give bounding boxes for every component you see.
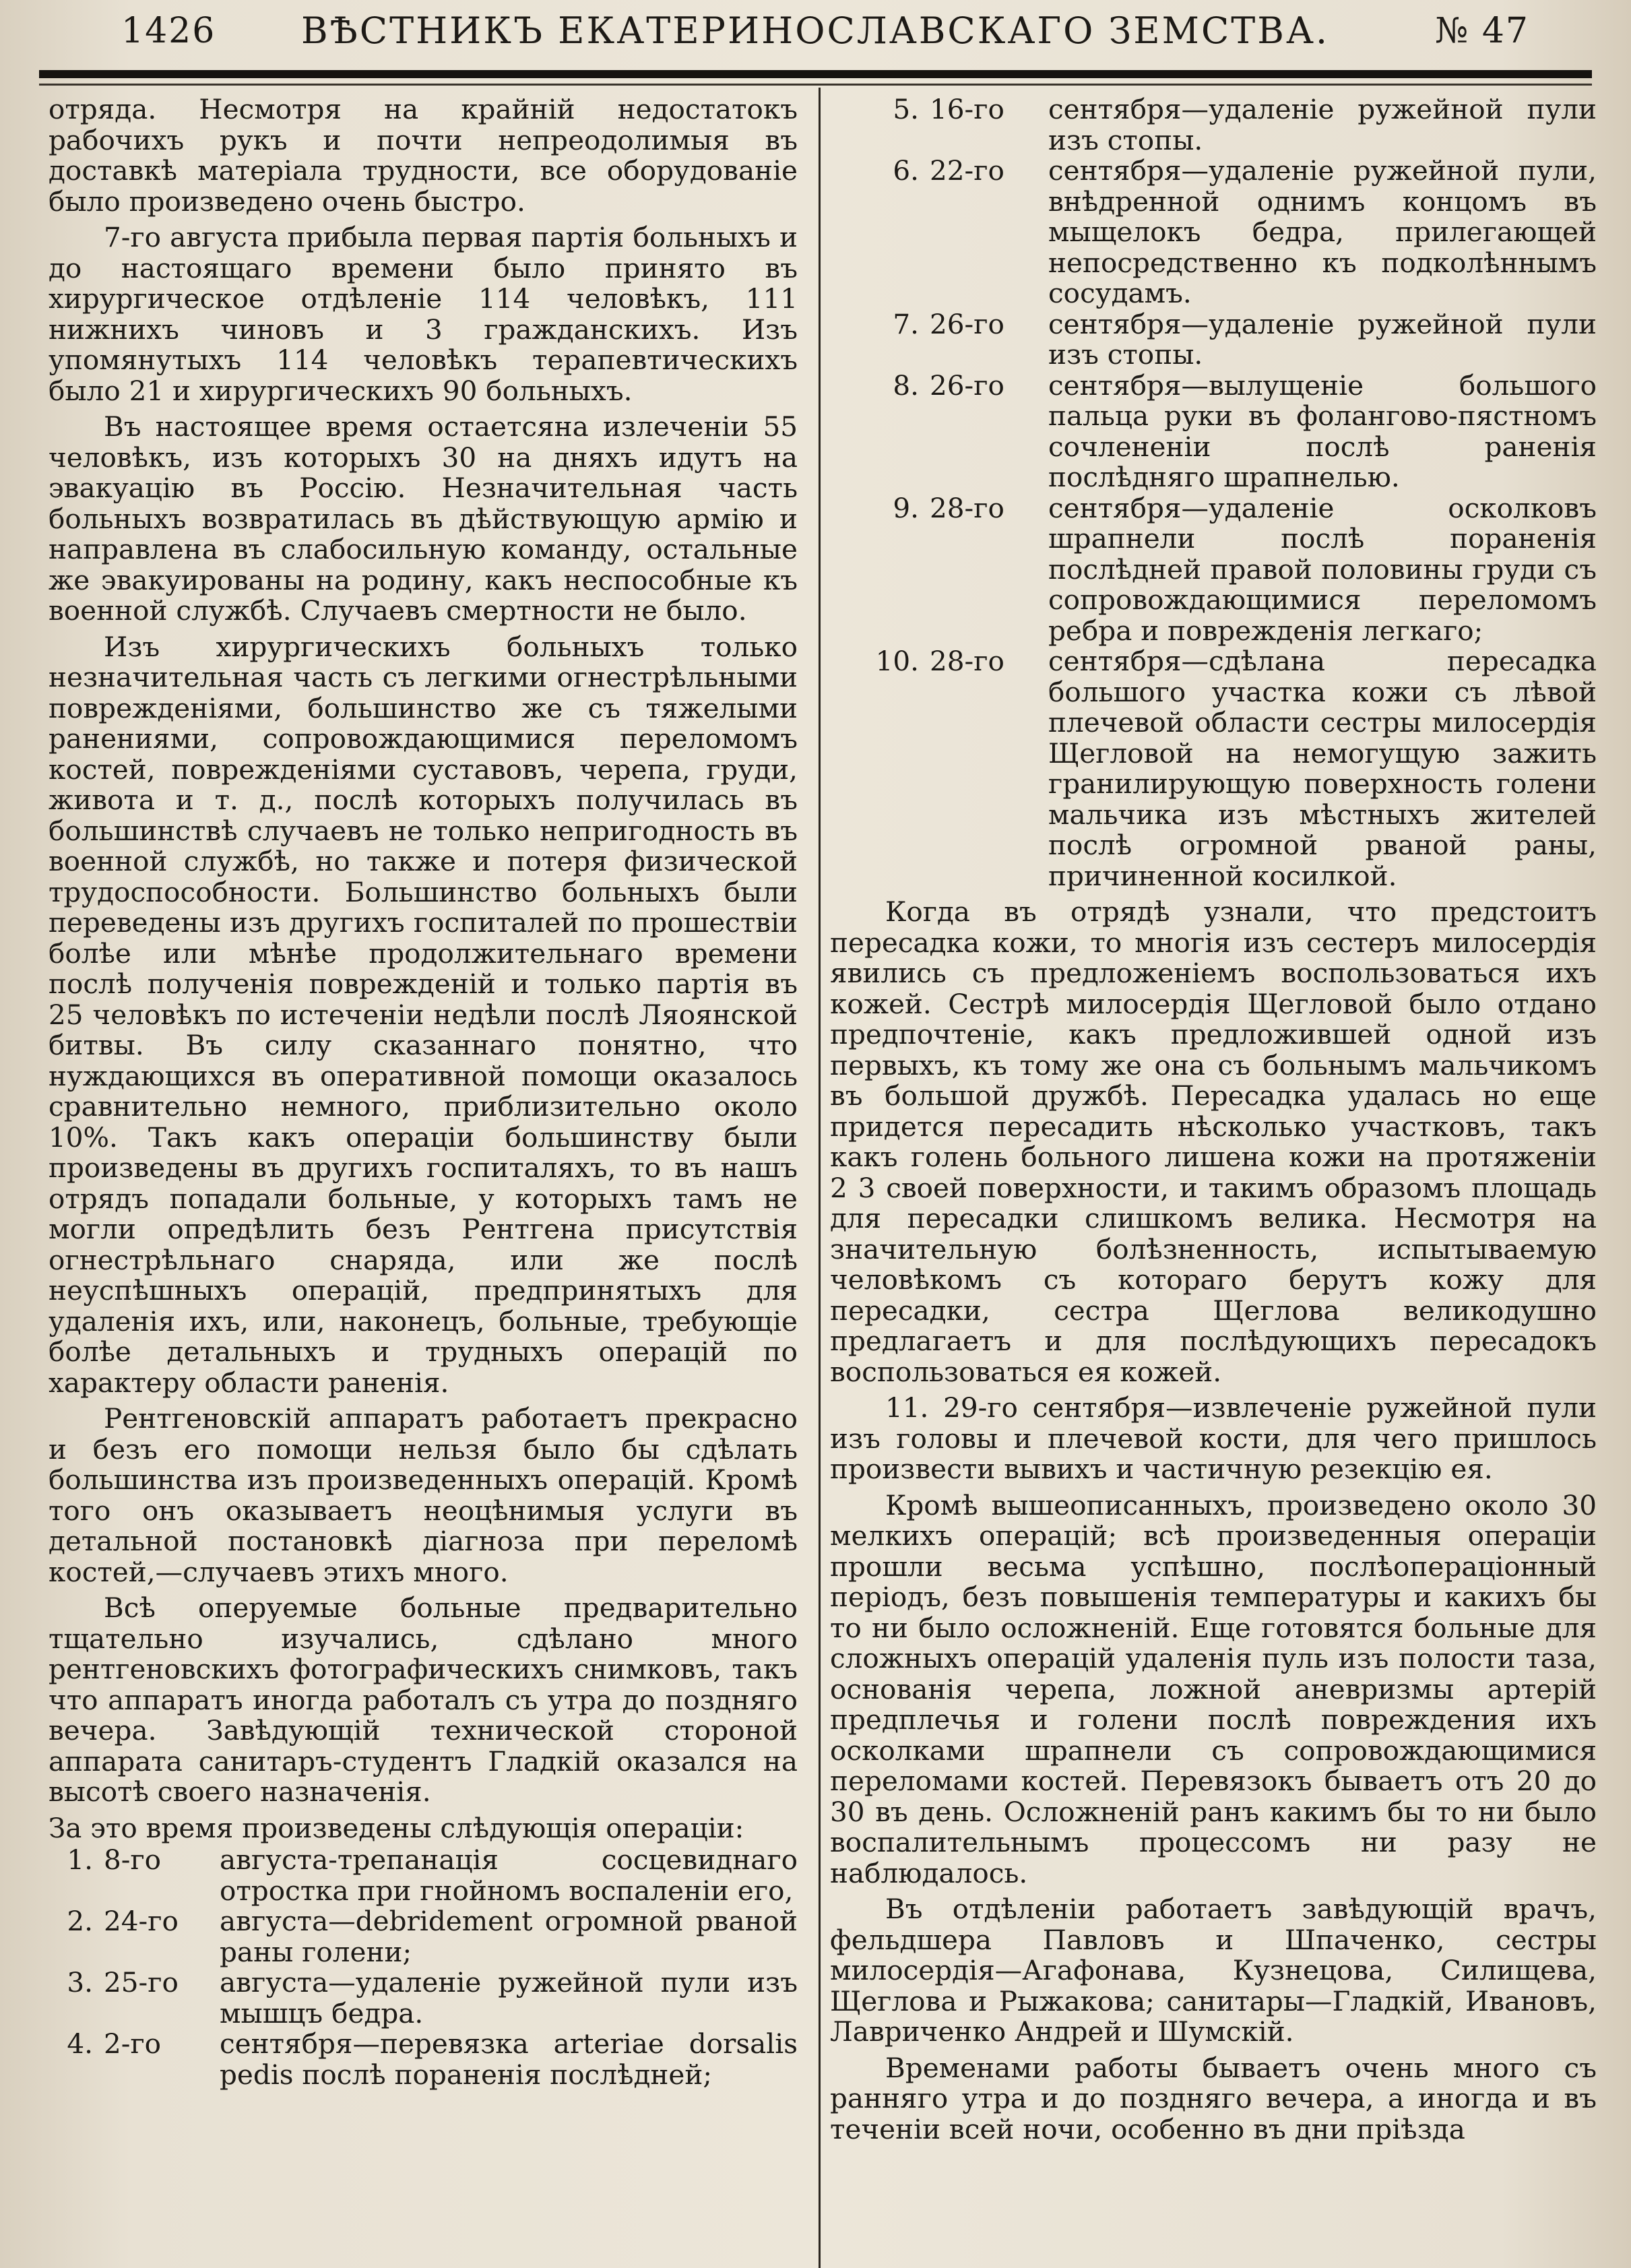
paragraph: Когда въ отрядѣ узнали, что предстоитъ пересадка кожи, то многiя изъ сестеръ милосердiя явились съ предложенiемъ воспользоваться ихъ кожей. Сестрѣ милосердiя Щегловой было отдано предпочтенiе, какъ предложившей одной изъ первыхъ, къ тому же она съ больнымъ мальчикомъ въ большой дружбѣ. Пересадка удалась но еще придется пересадить нѣсколько участковъ, такъ какъ голень больного лишена кожи на протяженiи 2 3 своей поверхности, и такимъ образомъ площадь для пересадки слишкомъ велика. Несмотря на значительную болѣзненность, испытываемую человѣкомъ съ котораго берутъ кожу для пересадки, сестра Щеглова великодушно предлагаетъ и для послѣдующихъ пересадокъ воспользоваться ея кожей.: [830, 895, 1597, 1388]
paragraph: Изъ хирургическихъ больныхъ только незначительная часть съ легкими огнестрѣльными поврежденiями, большинство же съ тяжелыми ранениями, сопровождающимися переломомъ костей, поврежденiями суставовъ, черепа, груди, живота и т. д., послѣ которыхъ получилась въ большинствѣ случаевъ не только непригодность въ военной службѣ, но также и потеря физической трудоспособности. Большинство больныхъ были переведены изъ другихъ госпиталей по прошествiи болѣе или мѣнѣе продолжительнаго времени послѣ полученiя поврежденiй и только партiя въ 25 человѣкъ по истеченiи недѣли послѣ Ляоянской битвы. Въ силу сказаннаго понятно, что нуждающихся въ оперативной помощи оказалось сравнительно немного, приблизительно около 10%. Такъ какъ операцiи большинству были произведены въ другихъ госпиталяхъ, то въ нашъ отрядъ попадали больные, у которыхъ тамъ не могли опредѣлить безъ Рентгена присутствiя огнестрѣльнаго снаряда, или же послѣ неуспѣшныхъ операцiй, предпринятыхъ для удаленiя ихъ, или, наконецъ, больные, требующiе болѣе детальныхъ и трудныхъ операцiй по характеру области раненiя.: [49, 630, 798, 1399]
operation-number: 6.: [893, 154, 919, 187]
operation-number: 10.: [875, 645, 919, 677]
operations-intro: За это время произведены слѣдующiя операцiи:: [49, 1811, 744, 1844]
operation-number: 2.: [67, 1905, 93, 1937]
operation-item: [49, 1845, 798, 1906]
operation-number: 9.: [893, 491, 919, 524]
operation-item: [830, 309, 1597, 371]
operation-text: августа—debridement огромной рваной раны голени;: [220, 1905, 798, 1968]
operation-text: августа—удаленiе ружейной пули изъ мышцъ бедра.: [220, 1966, 798, 2029]
paragraph: Всѣ оперуемые больные предварительно тщательно изучались, сдѣлано много рентгеновскихъ фотографическихъ снимковъ, такъ что аппаратъ иногда работалъ съ утра до поздняго вечера. Завѣдующiй технической стороной аппарата санитаръ-студентъ Гладкiй оказался на высотѣ своего назначенiя.: [49, 1592, 798, 1808]
operation-text: сентября—удаленiе ружейной пули изъ стопы.: [1048, 307, 1597, 371]
operation-text: сентября—удаленiе ружейной пули изъ стопы.: [1048, 94, 1597, 156]
operation-number: 5.: [893, 94, 919, 125]
operation-date: 26-го: [930, 369, 1004, 402]
paragraph: отряда. Несмотря на крайнiй недостатокъ рабочихъ рукъ и почти непреодолимыя въ доставкѣ матерiала трудности, все оборудованiе было произведено очень быстро.: [49, 94, 798, 218]
operation-item: [830, 371, 1597, 493]
operation-date: 28-го: [930, 491, 1004, 524]
header-rule-thin: [39, 84, 1592, 86]
header-rule-thick: [39, 70, 1592, 78]
page-number: 1426: [121, 11, 216, 51]
operation-text: сентября—вылущенiе большого пальца руки въ фолангово-пястномъ сочлененiи послѣ раненiя послѣдняго шрапнелью.: [1048, 369, 1597, 493]
operation-date: 22-го: [930, 154, 1004, 187]
operation-date: 2-го: [104, 2027, 162, 2060]
operation-item: [830, 646, 1597, 891]
operation-number: 4.: [67, 2027, 93, 2060]
operation-number: 7.: [893, 307, 919, 340]
journal-title: ВѢСТНИКЪ ЕКАТЕРИНОСЛАВСКАГО ЗЕМСТВА.: [300, 9, 1330, 52]
operation-item: [830, 493, 1597, 647]
paragraph: Въ настоящее время остаетсяна излеченiи 55 человѣкъ, изъ которыхъ 30 на дняхъ идутъ на эвакуацiю въ Россiю. Незначительная часть больныхъ возвратилась въ дѣйствующую армiю и направлена въ слабосильную команду, остальные же эвакуированы на родину, какъ неспособные къ военной службѣ. Случаевъ смертности не было.: [49, 410, 798, 627]
operation-item: [49, 1967, 798, 2029]
paragraph: Въ отдѣленiи работаетъ завѣдующiй врачъ, фельдшера Павловъ и Шпаченко, сестры милосердiя—Агафонава, Кузнецова, Силищева, Щеглова и Рыжакова; санитары—Гладкiй, Ивановъ, Лавриченко Андрей и Шумскiй.: [830, 1893, 1597, 2048]
operation-number: 3.: [67, 1966, 93, 1998]
issue-number: № 47: [1435, 11, 1529, 51]
paragraph: 7-го августа прибыла первая партiя больныхъ и до настоящаго времени было принято въ хирургическое отдѣленiе 114 человѣкъ, 111 нижнихъ чиновъ и 3 гражданскихъ. Изъ упомянутыхъ 114 человѣкъ терапевтическихъ было 21 и хирургическихъ 90 больныхъ.: [49, 221, 798, 407]
operation-item: [830, 94, 1597, 156]
operation-date: 24-го: [104, 1905, 179, 1937]
operation-date: 25-го: [104, 1966, 179, 1998]
column-divider: [819, 88, 821, 2268]
operation-date: 26-го: [930, 307, 1004, 340]
operation-text: сентября—сдѣлана пересадка большого участка кожи съ лѣвой плечевой области сестры милосердiя Щегловой на немогущую зажить гранилирующую поверхность голени мальчика изъ мѣстныхъ жителей послѣ огромной рваной раны, причиненной косилкой.: [1048, 645, 1597, 892]
operation-date: 16-го: [930, 94, 1004, 125]
operation-date: 8-го: [104, 1844, 162, 1876]
operation-date: 28-го: [930, 645, 1004, 677]
operation-text: августа-трепанацiя сосцевиднаго отростка при гнойномъ воспаленiи его,: [220, 1844, 798, 1907]
operation-number: 8.: [893, 369, 919, 402]
operation-number: 1.: [67, 1844, 93, 1876]
paragraph: Временами работы бываетъ очень много съ ранняго утра и до поздняго вечера, а иногда и въ теченiи всей ночи, особенно въ дни прiѣзда: [830, 2051, 1597, 2145]
paragraph: Кромѣ вышеописанныхъ, произведено около 30 мелкихъ операцiй; всѣ произведенныя операцiи прошли весьма успѣшно, послѣоперацiонный перiодъ, безъ повышенiя температуры и какихъ бы то ни было осложненiй. Еще готовятся больные для сложныхъ операцiй удаленiя пуль изъ полости таза, основанiя черепа, ложной аневризмы артерiй предплечья и голени послѣ повреждения ихъ осколками шрапнели съ сопровождающимися переломами костей. Перевязокъ бываетъ отъ 20 до 30 въ день. Осложненiй ранъ какимъ бы то ни было воспалительнымъ процессомъ ни разу не наблюдалось.: [830, 1488, 1597, 1889]
operation-text: сентября—удаленiе осколковъ шрапнели послѣ пораненiя послѣдней правой половины груди съ сопровождающимися переломомъ ребра и поврежденiя легкаго;: [1048, 491, 1597, 647]
paragraph: Рентгеновскiй аппаратъ работаетъ прекрасно и безъ его помощи нельзя было бы сдѣлать большинства изъ произведенныхъ операцiй. Кромѣ того онъ оказываетъ неоцѣнимыя услуги въ детальной постановкѣ дiагноза при переломѣ костей,—случаевъ этихъ много.: [49, 1402, 798, 1588]
operation-item: [49, 2029, 798, 2090]
operation-item: [49, 1906, 798, 1967]
page-header: [40, 0, 1590, 62]
operation-item: [830, 156, 1597, 309]
paragraph: 11. 29-го сентября—извлеченiе ружейной пули изъ головы и плечевой кости, для чего пришлось произвести вывихъ и частичную резекцiю ея.: [830, 1391, 1597, 1485]
operation-text: сентября—удаленiе ружейной пули, внѣдренной однимъ концомъ въ мыщелокъ бедра, прилегающей непосредственно къ подколѣннымъ сосудамъ.: [1048, 154, 1597, 309]
right-column: [830, 94, 1597, 2268]
left-column: [49, 94, 798, 2268]
operation-text: сентября—перевязка arteriae dorsalis pedis послѣ пораненiя послѣдней;: [220, 2027, 798, 2091]
